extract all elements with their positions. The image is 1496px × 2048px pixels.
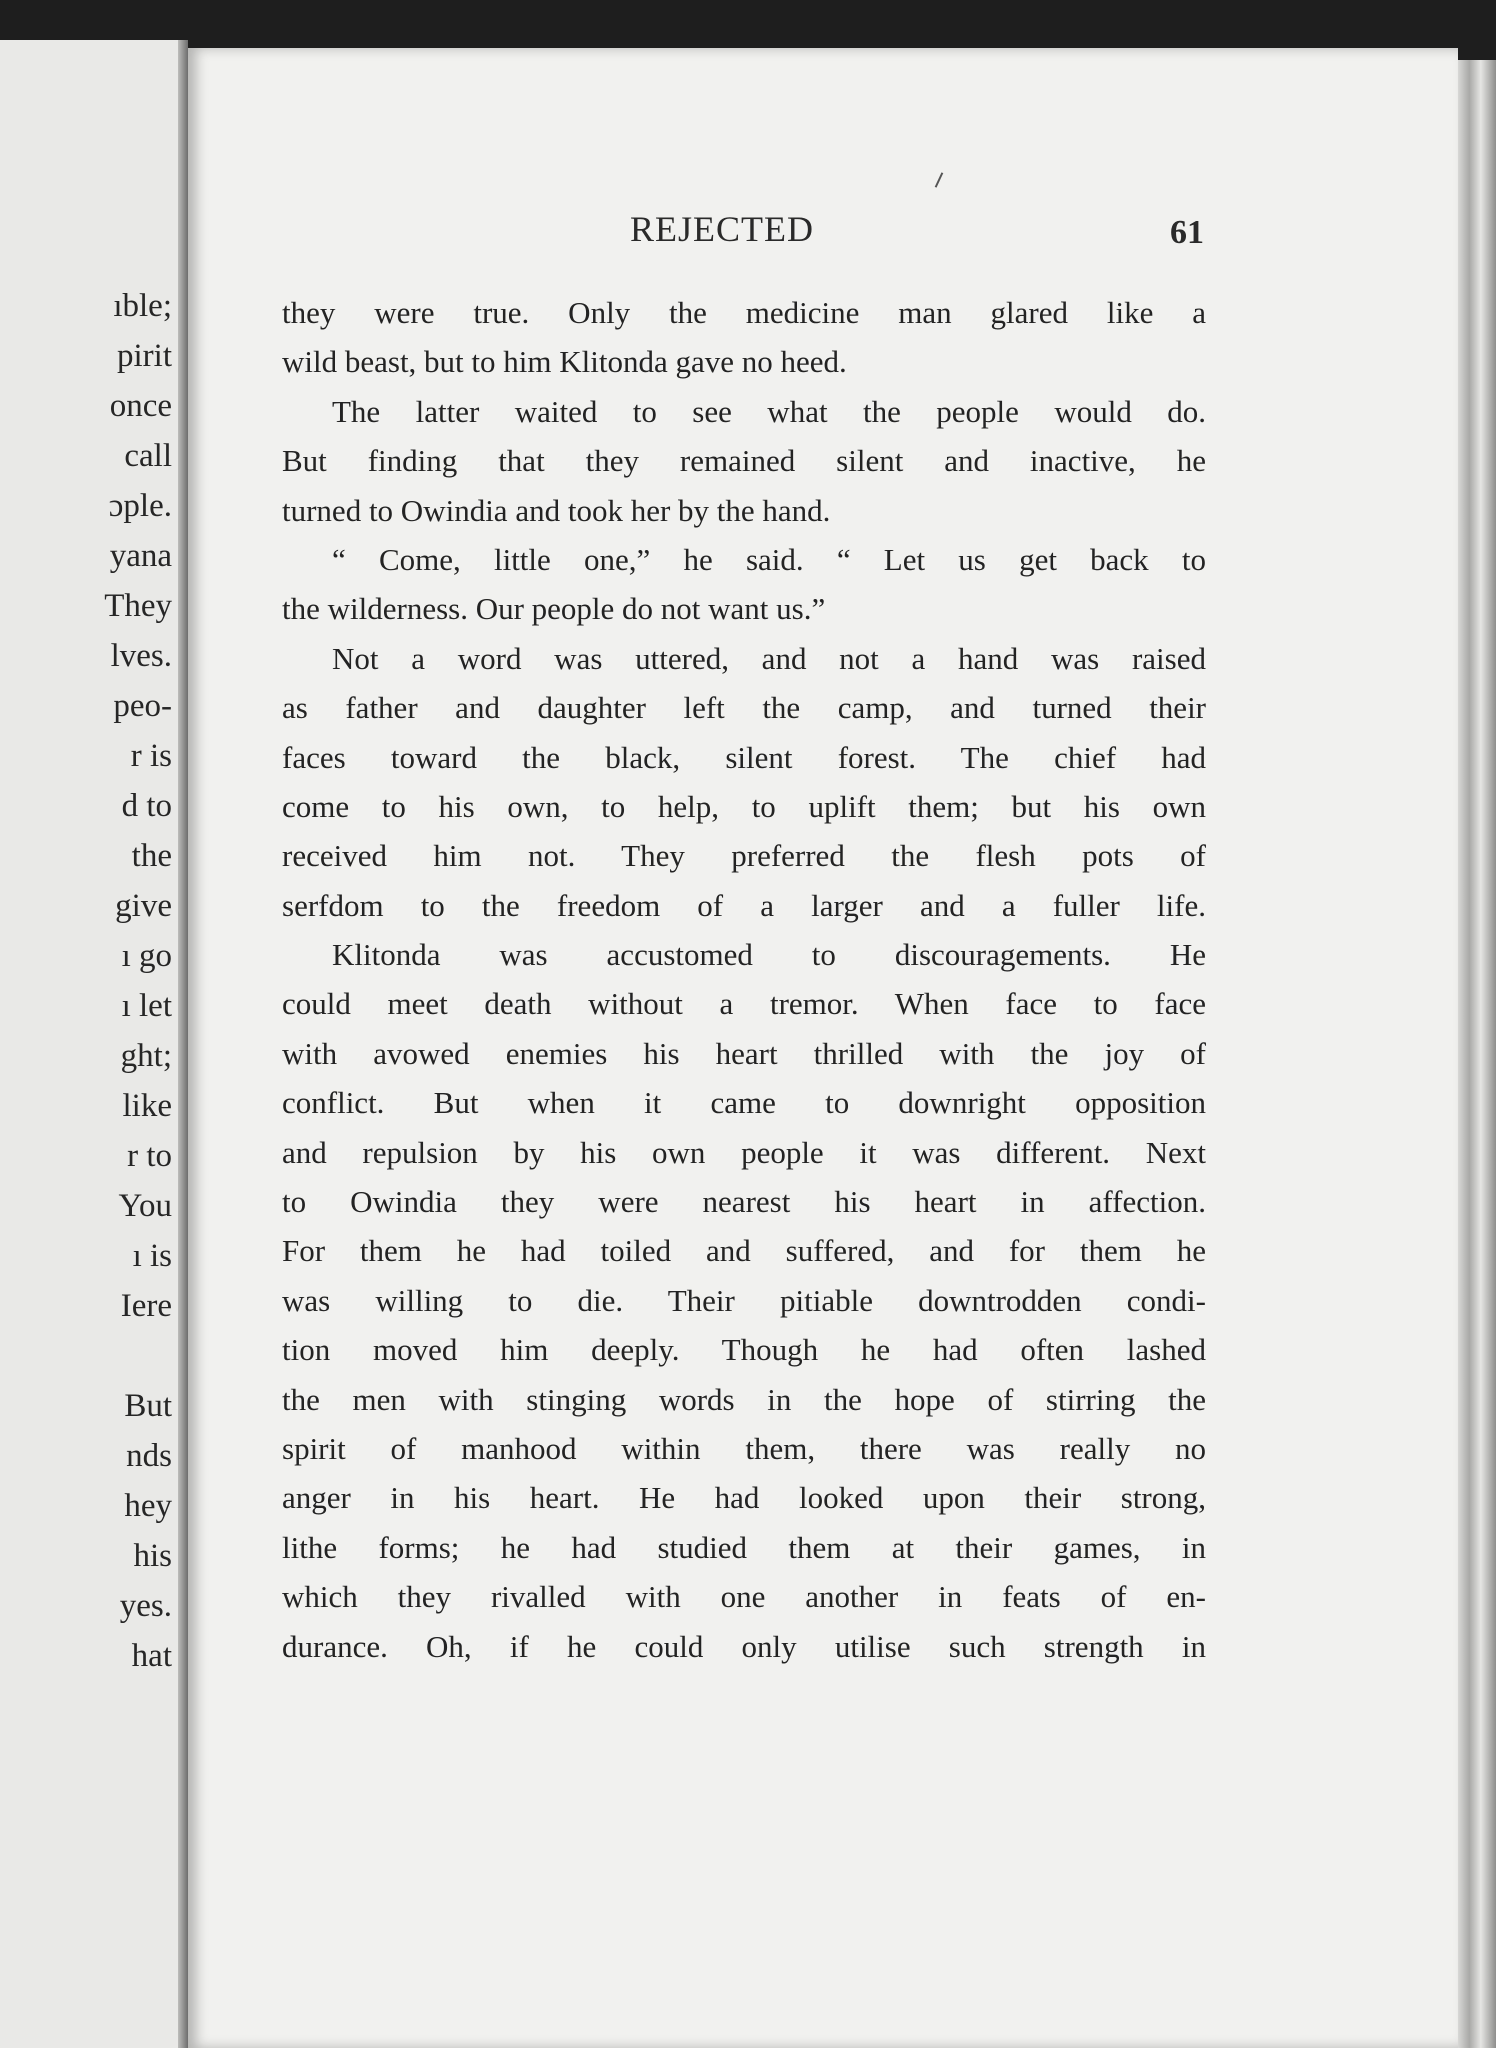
text-line: to Owindia they were nearest his heart in affection. bbox=[282, 1184, 1206, 1220]
left-page-fragment: the bbox=[131, 838, 172, 874]
left-page-fragment: But bbox=[124, 1388, 172, 1424]
page-edge bbox=[1458, 60, 1496, 2048]
text-line: turned to Owindia and took her by the hand. bbox=[282, 492, 831, 528]
left-page-fragment: ıble; bbox=[113, 288, 172, 324]
text-line: received him not. They preferred the flesh pots of bbox=[282, 838, 1206, 874]
left-page-fragment: ɔple. bbox=[108, 488, 172, 524]
text-line: the wilderness. Our people do not want us.” bbox=[282, 591, 826, 627]
left-page-fragment: once bbox=[109, 388, 172, 424]
left-page-fragment: yes. bbox=[119, 1588, 172, 1624]
text-line: could meet death without a tremor. When face to face bbox=[282, 986, 1206, 1022]
left-page-fragment: d to bbox=[121, 788, 172, 824]
text-line: durance. Oh, if he could only utilise such strength in bbox=[282, 1628, 1206, 1664]
text-line: come to his own, to help, to uplift them; but his own bbox=[282, 788, 1206, 824]
left-page-fragment: r is bbox=[130, 738, 172, 774]
left-page-fragment: r to bbox=[127, 1138, 172, 1174]
text-line: which they rivalled with one another in feats of en- bbox=[282, 1579, 1206, 1615]
left-page-fragment: ght; bbox=[120, 1038, 172, 1074]
text-line: “ Come, little one,” he said. “ Let us get back to bbox=[332, 541, 1206, 577]
text-line: The latter waited to see what the people would do. bbox=[332, 393, 1206, 429]
running-head: REJECTED bbox=[630, 209, 814, 249]
left-page-fragment: You bbox=[118, 1188, 172, 1224]
left-page-fragment: peo- bbox=[113, 688, 172, 724]
left-page-fragment: hey bbox=[124, 1488, 172, 1524]
text-line: serfdom to the freedom of a larger and a fuller life. bbox=[282, 887, 1206, 923]
book-gutter bbox=[178, 40, 188, 2048]
text-line: But finding that they remained silent and inactive, he bbox=[282, 443, 1206, 479]
left-page-fragment: give bbox=[115, 888, 172, 924]
text-line: they were true. Only the medicine man glared like a bbox=[282, 295, 1206, 330]
left-page-fragment: ı let bbox=[121, 988, 172, 1024]
left-page-fragment: like bbox=[122, 1088, 172, 1124]
left-page-fragment: call bbox=[124, 438, 172, 474]
text-line: was willing to die. Their pitiable downtrodden condi- bbox=[282, 1282, 1206, 1318]
text-line: conflict. But when it came to downright opposition bbox=[282, 1085, 1206, 1121]
left-page-fragment: Iere bbox=[120, 1288, 172, 1324]
text-line: For them he had toiled and suffered, and for them he bbox=[282, 1233, 1206, 1269]
left-page bbox=[0, 40, 178, 2048]
text-line: tion moved him deeply. Though he had often lashed bbox=[282, 1332, 1206, 1368]
left-page-fragment: ı is bbox=[132, 1238, 172, 1274]
text-line: faces toward the black, silent forest. The chief had bbox=[282, 739, 1206, 775]
body-text bbox=[282, 288, 1206, 1671]
text-line: wild beast, but to him Klitonda gave no heed. bbox=[282, 344, 847, 380]
text-line: Not a word was uttered, and not a hand was raised bbox=[332, 640, 1206, 676]
text-line: anger in his heart. He had looked upon their strong, bbox=[282, 1480, 1206, 1516]
left-page-fragment: hat bbox=[131, 1638, 172, 1674]
left-page-fragment: ı go bbox=[121, 938, 172, 974]
left-page-fragment: his bbox=[133, 1538, 172, 1574]
text-line: spirit of manhood within them, there was really no bbox=[282, 1430, 1206, 1466]
left-page-fragment: yana bbox=[109, 538, 172, 574]
text-line: and repulsion by his own people it was different. Next bbox=[282, 1134, 1206, 1170]
text-line: Klitonda was accustomed to discouragements. He bbox=[332, 937, 1206, 973]
left-page-fragment: nds bbox=[126, 1438, 172, 1474]
text-line: with avowed enemies his heart thrilled with the joy of bbox=[282, 1035, 1206, 1071]
text-line: the men with stinging words in the hope of stirring the bbox=[282, 1381, 1206, 1417]
text-line: as father and daughter left the camp, and turned their bbox=[282, 690, 1206, 726]
text-line: lithe forms; he had studied them at their games, in bbox=[282, 1529, 1206, 1565]
page-number: 61 bbox=[1170, 214, 1204, 251]
left-page-fragment: pirit bbox=[117, 338, 172, 374]
left-page-fragment: lves. bbox=[110, 638, 172, 674]
left-page-fragment: They bbox=[104, 588, 172, 624]
